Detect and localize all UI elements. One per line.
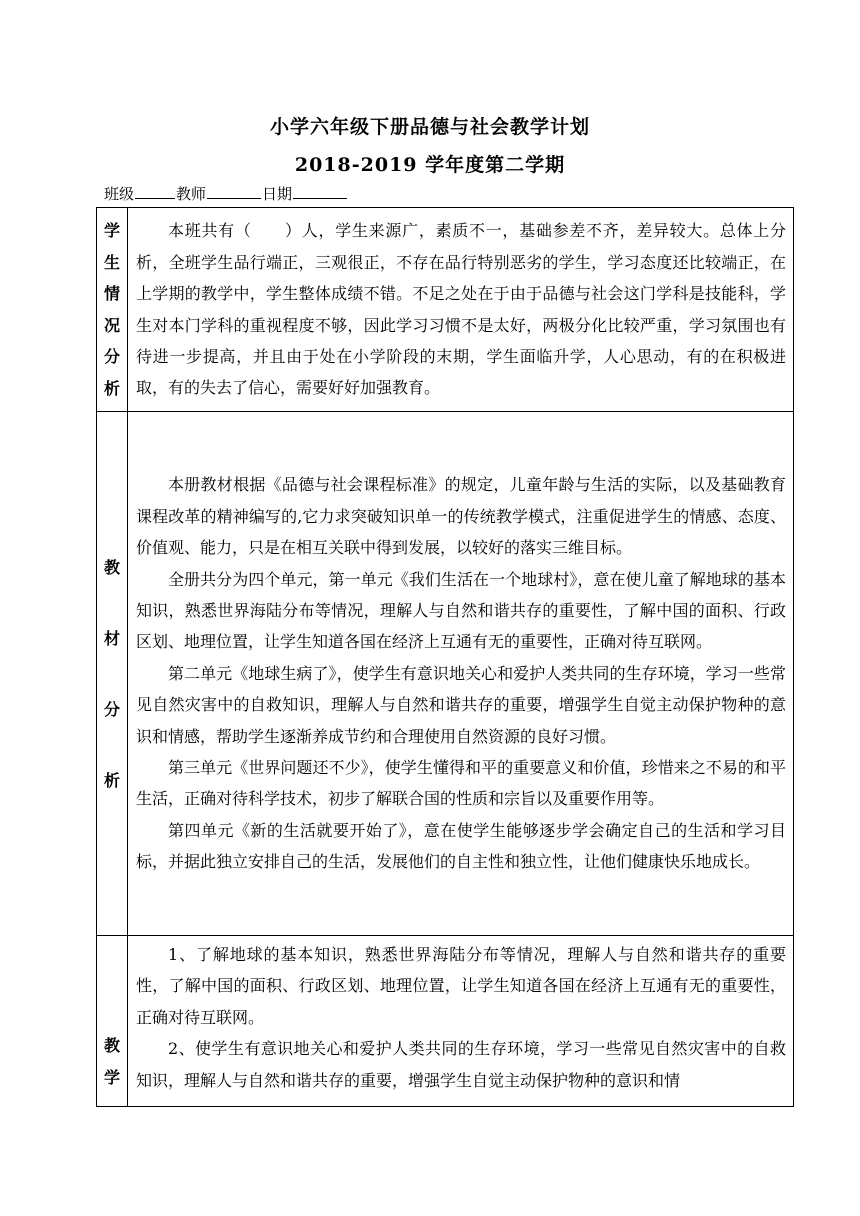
table-row	[97, 412, 794, 936]
table-row	[97, 936, 794, 1107]
label-char: 学	[103, 1067, 120, 1087]
label-char: 教	[103, 557, 120, 577]
textbook-analysis-content	[128, 412, 794, 936]
class-blank	[135, 184, 175, 199]
teacher-blank	[207, 184, 261, 199]
label-char: 析	[103, 378, 120, 398]
label-char: 生	[103, 252, 120, 272]
label-char: 材	[103, 628, 120, 648]
label-char: 分	[103, 699, 120, 719]
label-textbook-analysis	[97, 412, 128, 936]
label-student-analysis	[97, 208, 128, 412]
label-char: 况	[103, 315, 120, 335]
teacher-label: 教师	[176, 185, 207, 203]
teaching-goals-content	[128, 936, 794, 1107]
plan-table	[96, 207, 794, 1107]
paragraph: 第四单元《新的生活就要开始了》，意在使学生能够逐步学会确定自己的生活和学习目标，并据此独立安排自己的生活，发展他们的自主性和独立性，让他们健康快乐地成长。	[136, 820, 786, 872]
label-char: 情	[103, 284, 120, 303]
paragraph: 2、使学生有意识地关心和爱护人类共同的生存环境，学习一些常见自然灾害中的自救知识，理解人与自然和谐共存的重要，增强学生自觉主动保护物种的意识和情	[136, 1039, 786, 1090]
paragraph: 1、了解地球的基本知识，熟悉世界海陆分布等情况，理解人与自然和谐共存的重要性，了解中国的面积、行政区划、地理位置，让学生知道各国在经济上互通有无的重要性，正确对待互联网。	[136, 945, 786, 1027]
label-char: 析	[103, 770, 120, 790]
paragraph: 本班共有（ ）人，学生来源广，素质不一，基础参差不齐，差异较大。总体上分析，全班学生品行端正，三观很正，不存在品行特别恶劣的学生，学习态度还比较端正，在上学期的教学中，学生整体成绩不错。不足之处在于由于品德与社会这门学科是技能科，学生对本门学科的重视程度不够，因此学习习惯不是太好，两极分化比较严重，学习氛围也有待进一步提高，并且由于处在小学阶段的末期，学生面临升学，人心思动，有的在积极进取，有的失去了信心，需要好好加强教育。	[136, 221, 786, 398]
paragraph: 本册教材根据《品德与社会课程标准》的规定，儿童年龄与生活的实际，以及基础教育课程改革的精神编写的,它力求突破知识单一的传统教学模式，注重促进学生的情感、态度、价值观、能力，只是在相互关联中得到发展，以较好的落实三维目标。	[136, 475, 786, 558]
paragraph: 第三单元《世界问题还不少》，使学生懂得和平的重要意义和价值，珍惜来之不易的和平生活，正确对待科学技术，初步了解联合国的性质和宗旨以及重要作用等。	[136, 758, 786, 809]
date-label: 日期	[262, 185, 293, 203]
paragraph: 全册共分为四个单元，第一单元《我们生活在一个地球村》，意在使儿童了解地球的基本知识，熟悉世界海陆分布等情况，理解人与自然和谐共存的重要性，了解中国的面积、行政区划、地理位置，让学生知道各国在经济上互通有无的重要性，正确对待互联网。	[136, 569, 786, 652]
class-label: 班级	[104, 185, 135, 203]
student-analysis-content	[128, 208, 794, 412]
label-char: 分	[103, 347, 120, 366]
paragraph: 第二单元《地球生病了》，使学生有意识地关心和爱护人类共同的生存环境，学习一些常见自然灾害中的自救知识，理解人与自然和谐共存的重要，增强学生自觉主动保护物种的意识和情感，帮助学生逐渐养成节约和合理使用自然资源的良好习惯。	[136, 663, 786, 746]
document-title: 小学六年级下册品德与社会教学计划	[269, 116, 590, 138]
label-char: 学	[103, 221, 120, 240]
header-fields	[104, 183, 348, 204]
date-blank	[293, 184, 347, 199]
table-row	[97, 208, 794, 412]
label-teaching-goals	[97, 936, 128, 1107]
document-subtitle: 2018-2019 学年度第二学期	[294, 154, 566, 176]
label-char: 教	[103, 1036, 120, 1055]
